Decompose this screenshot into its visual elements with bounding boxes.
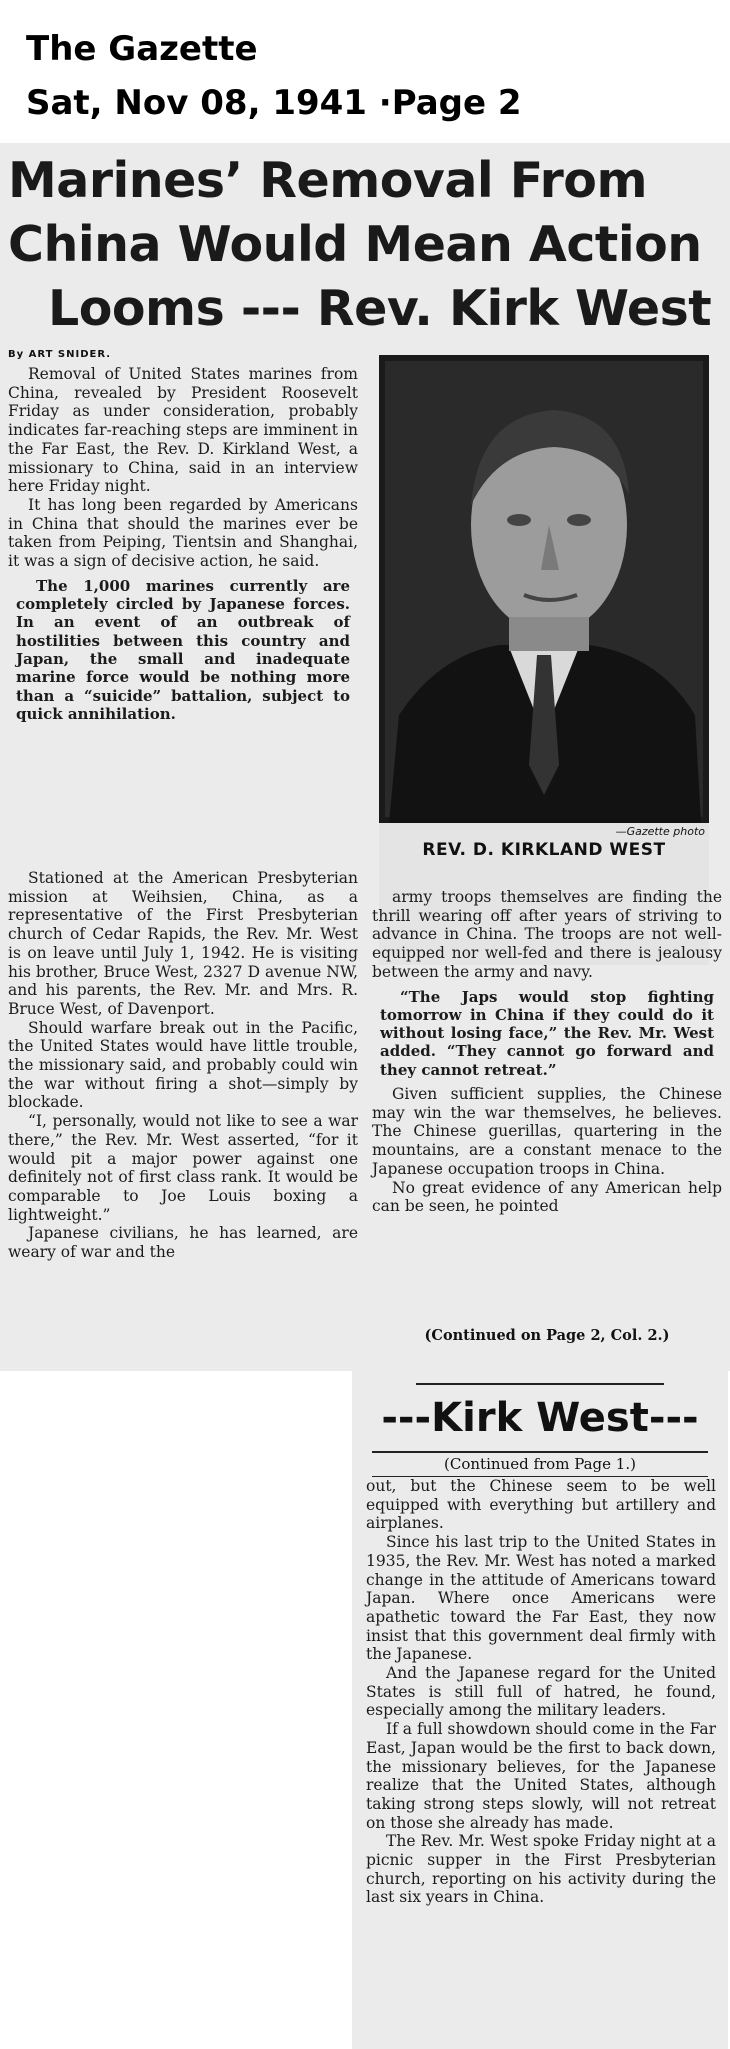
photo-caption: REV. D. KIRKLAND WEST xyxy=(422,840,666,860)
headline-line-3: Looms --- Rev. Kirk West xyxy=(48,280,712,337)
paragraph: The Rev. Mr. West spoke Friday night at a picnic supper in the First Presbyterian church, reporting on his activity during the last six years in China. xyxy=(366,1832,716,1907)
article-clipping xyxy=(0,143,730,1371)
byline: By ART SNIDER. xyxy=(8,349,112,360)
paragraph: Given sufficient supplies, the Chinese may win the war themselves, he believes. The Chinese guerillas, quartering in the mountains, are a constant menace to the Japanese occupation troops in China. xyxy=(372,1085,722,1178)
continuation-clipping xyxy=(352,1371,728,2049)
bold-quote: “The Japs would stop fighting tomorrow in China if they could do it without losing face,” the Rev. Mr. West added. “They cannot go forward and they cannot retreat.” xyxy=(380,987,714,1079)
paragraph: Since his last trip to the United States in 1935, the Rev. Mr. West has noted a marked change in the attitude of Americans toward Japan. Where once Americans were apathetic toward the Far East, they now insist that this government deal firmly with the Japanese. xyxy=(366,1533,716,1664)
headline-line-1: Marines’ Removal From xyxy=(8,152,648,209)
headline xyxy=(8,149,724,341)
divider xyxy=(416,1383,664,1385)
divider xyxy=(372,1451,708,1453)
headline-line-2: China Would Mean Action xyxy=(8,216,702,273)
paragraph: Should warfare break out in the Pacific, the United States would have little trouble, the missionary said, and probably could win the war without firing a shot—simply by blockade. xyxy=(8,1018,358,1112)
portrait-photo xyxy=(379,355,709,823)
paragraph: Removal of United States marines from China, revealed by President Roosevelt Friday as under consideration, probably indicates far-reaching steps are imminent in the Far East, the Rev. D. Kirkland West, a missionary to China, said in an interview here Friday night. xyxy=(8,365,358,496)
photo-credit: —Gazette photo xyxy=(615,825,705,838)
continued-on-line: (Continued on Page 2, Col. 2.) xyxy=(424,1327,670,1344)
publication-name: The Gazette xyxy=(26,29,258,69)
column-c xyxy=(372,888,722,1216)
continuation-column xyxy=(366,1477,716,1907)
paragraph: No great evidence of any American help can be seen, he pointed xyxy=(372,1178,722,1216)
photo-block xyxy=(379,355,709,965)
continuation-heading: ---Kirk West--- xyxy=(381,1395,699,1441)
paragraph: army troops themselves are finding the thrill wearing off after years of striving to advance in China. The troops are not well-equipped nor well-fed and there is jealousy between the army and navy. xyxy=(372,888,722,981)
bold-quote: The 1,000 marines currently are completely circled by Japanese forces. In an event of an outbreak of hostilities between this country and Japan, the small and inadequate marine force would be nothing more than a “suicide” battalion, subject to quick annihilation. xyxy=(16,576,350,723)
paragraph: “I, personally, would not like to see a war there,” the Rev. Mr. West asserted, “for it would pit a major power against one definitely not of first class rank. It would be comparable to Joe Louis boxing a lightweight.” xyxy=(8,1112,358,1224)
paragraph: It has long been regarded by Americans in China that should the marines ever be taken from Peiping, Tientsin and Shanghai, it was a sign of decisive action, he said. xyxy=(8,495,358,571)
paragraph: Japanese civilians, he has learned, are weary of war and the xyxy=(8,1224,358,1262)
paragraph: If a full showdown should come in the Far East, Japan would be the first to back down, the missionary believes, for the Japanese realize that the United States, although taking strong steps slowly, will not retreat on those she already has made. xyxy=(366,1720,716,1832)
paragraph: And the Japanese regard for the United States is still full of hatred, he found, especially among the military leaders. xyxy=(366,1664,716,1720)
continued-from-line: (Continued from Page 1.) xyxy=(444,1455,636,1473)
masthead xyxy=(26,22,522,130)
date-line: Sat, Nov 08, 1941 ·Page 2 xyxy=(26,83,522,123)
paragraph: out, but the Chinese seem to be well equipped with everything but artillery and airplanes. xyxy=(366,1477,716,1533)
column-a xyxy=(8,365,358,729)
column-b xyxy=(8,869,358,1262)
paragraph: Stationed at the American Presbyterian mission at Weihsien, China, as a representative of the First Presbyterian church of Cedar Rapids, the Rev. Mr. West is on leave until July 1, 1942. He is visiting his brother, Bruce West, 2327 D avenue NW, and his parents, the Rev. Mr. and Mrs. R. Bruce West, of Davenport. xyxy=(8,869,358,1018)
